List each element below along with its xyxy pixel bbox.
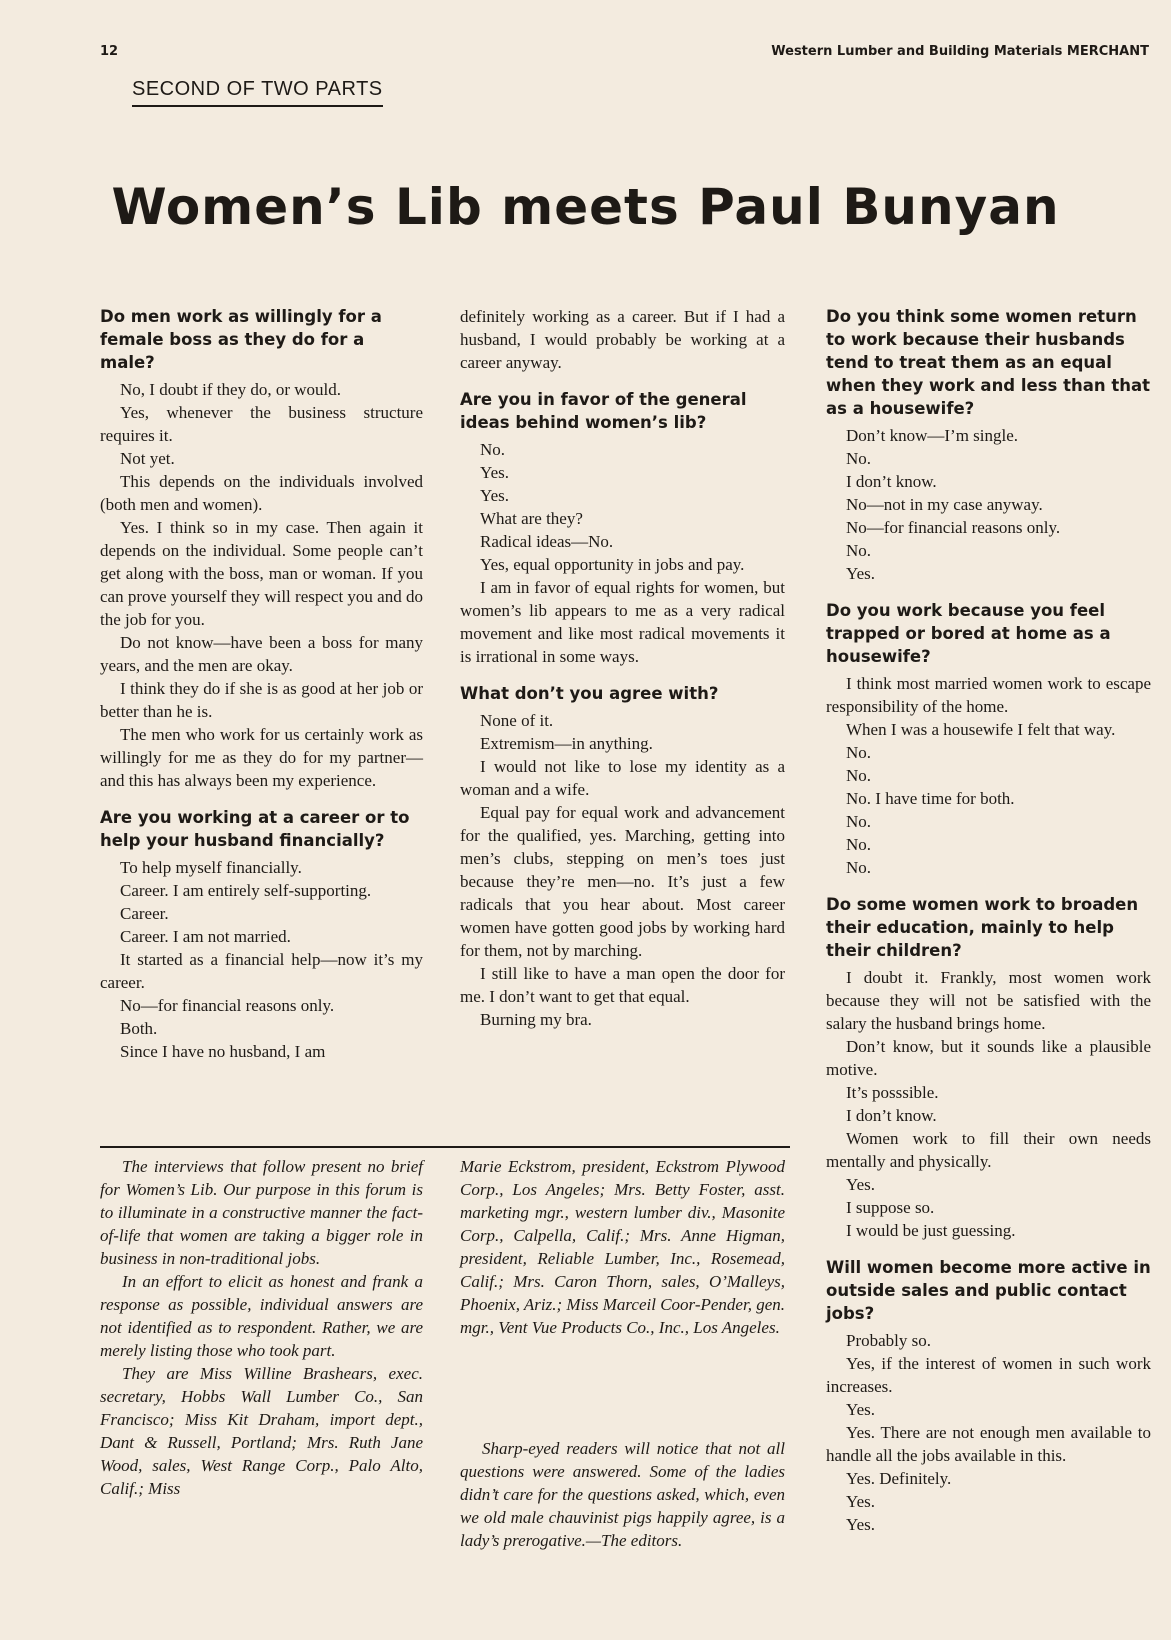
answer: Career. I am not married. (120, 927, 291, 946)
question-heading: What don’t you agree with? (460, 684, 719, 703)
column-1 (100, 305, 423, 1063)
editors-note-paragraph: Sharp-eyed readers will notice that not all questions were answered. Some of the ladies didn’t care for the questions asked, which, even we old male chauvinist pigs happily agree, is a lady’s prerogative.—The editors. (460, 1439, 785, 1550)
answer: Do not know—have been a boss for many years, and the men are okay. (100, 633, 423, 675)
intro-paragraph: In an effort to elicit as honest and frank a response as possible, individual answers are not identified as to respondent. Rather, we are merely listing those who took part. (100, 1272, 423, 1360)
section-divider (100, 1146, 790, 1148)
answer: Career. (120, 904, 169, 923)
answer: Yes. (846, 1175, 875, 1194)
column-3 (826, 305, 1151, 1536)
answer: Career. I am entirely self-supporting. (120, 881, 372, 900)
question-heading: Do you think some women return to work because their husbands tend to treat them as an equal when they work and less than that as a housewife? (826, 307, 1151, 418)
answer: No—for financial reasons only. (846, 518, 1061, 537)
answer: I would be just guessing. (846, 1221, 1016, 1240)
question-heading: Do some women work to broaden their education, mainly to help their children? (826, 895, 1139, 960)
editorial-intro-part-2 (460, 1155, 785, 1339)
answer: The men who work for us certainly work as willingly for me as they do for my partner—and this has always been my experience. (100, 725, 423, 790)
publication-title: Western Lumber and Building Materials MERCHANT (771, 44, 1149, 59)
answer: No. (846, 766, 872, 785)
answer: No, I doubt if they do, or would. (120, 380, 341, 399)
editors-note (460, 1437, 785, 1552)
headline: Women’s Lib meets Paul Bunyan (111, 178, 1060, 236)
answer: No—for financial reasons only. (120, 996, 335, 1015)
answer: I don’t know. (846, 1106, 937, 1125)
answer: I think they do if she is as good at her job or better than he is. (100, 679, 423, 721)
answer: I think most married women work to escape responsibility of the home. (826, 674, 1151, 716)
participants-paragraph-continued: Marie Eckstrom, president, Eckstrom Plywood Corp., Los Angeles; Mrs. Betty Foster, asst. marketing mgr., western lumber div., Masonite Corp., Calpella, Calif.; Mrs. Anne Higman, president, Reliable Lumber, Inc., Rosemead, Calif.; Mrs. Caron Thorn, sales, O’Malleys, Phoenix, Ariz.; Miss Marceil Coor-Pender, gen. mgr., Vent Vue Products Co., Inc., Los Angeles. (460, 1157, 785, 1337)
answer: Burning my bra. (480, 1010, 592, 1029)
answer: It’s posssible. (846, 1083, 939, 1102)
answer: Women work to fill their own needs mentally and physically. (826, 1129, 1151, 1171)
answer: No. (480, 440, 506, 459)
question-heading: Do men work as willingly for a female boss as they do for a male? (100, 307, 382, 372)
answer-continued: definitely working as a career. But if I had a husband, I would probably be working at a career anyway. (460, 307, 785, 372)
column-2 (460, 305, 785, 1031)
answer: Equal pay for equal work and advancement for the qualified, yes. Marching, getting into men’s clubs, stepping on men’s toes just because they’re men—no. It’s just a few radicals that you hear about. Most career women have gotten good jobs by working hard for them, not by marching. (460, 803, 785, 960)
answer: No. (846, 743, 872, 762)
question-heading: Do you work because you feel trapped or bored at home as a housewife? (826, 601, 1111, 666)
answer: I suppose so. (846, 1198, 935, 1217)
answer: No. (846, 858, 872, 877)
column-2-qa (460, 388, 785, 1031)
answer: Not yet. (120, 449, 175, 468)
answer: Extremism—in anything. (480, 734, 653, 753)
answer: No—not in my case anyway. (846, 495, 1043, 514)
page-number: 12 (100, 44, 119, 59)
answer: Yes. (480, 486, 509, 505)
answer: What are they? (480, 509, 583, 528)
editorial-intro-part-1 (100, 1155, 423, 1500)
answer: Probably so. (846, 1331, 931, 1350)
answer: Yes. Definitely. (846, 1469, 952, 1488)
answer: Radical ideas—No. (480, 532, 614, 551)
participants-paragraph: They are Miss Willine Brashears, exec. secretary, Hobbs Wall Lumber Co., San Francisco; Miss Kit Draham, import dept., Dant & Russell, Portland; Mrs. Ruth Jane Wood, sales, West Range Corp., Palo Alto, Calif.; Miss (100, 1364, 423, 1498)
answer: Yes, if the interest of women in such work increases. (826, 1354, 1151, 1396)
answer: I still like to have a man open the door for me. I don’t want to get that equal. (460, 964, 785, 1006)
answer: None of it. (480, 711, 554, 730)
answer: This depends on the individuals involved (both men and women). (100, 472, 423, 514)
series-tag: SECOND OF TWO PARTS (132, 78, 383, 107)
answer: Yes. (846, 564, 875, 583)
question-heading: Are you working at a career or to help your husband financially? (100, 808, 410, 850)
answer: Both. (120, 1019, 158, 1038)
answer: No. (846, 449, 872, 468)
answer: I am in favor of equal rights for women, but women’s lib appears to me as a very radical movement and like most radical movements it is irrational in some ways. (460, 578, 785, 666)
answer: Yes. (480, 463, 509, 482)
answer: I doubt it. Frankly, most women work because they will not be satisfied with the salary the husband brings home. (826, 968, 1151, 1033)
answer: Since I have no husband, I am (120, 1042, 326, 1061)
answer: To help myself financially. (120, 858, 302, 877)
answer: Yes, whenever the business structure requires it. (100, 403, 423, 445)
answer: No. I have time for both. (846, 789, 1015, 808)
answer: No. (846, 812, 872, 831)
answer: I don’t know. (846, 472, 937, 491)
answer: Yes. (846, 1515, 875, 1534)
answer: Yes. (846, 1492, 875, 1511)
intro-paragraph: The interviews that follow present no brief for Women’s Lib. Our purpose in this forum is to illuminate in a constructive manner the fact-of-life that women are taking a bigger role in business in non-traditional jobs. (100, 1157, 423, 1268)
answer: I would not like to lose my identity as a woman and a wife. (460, 757, 785, 799)
answer: When I was a housewife I felt that way. (846, 720, 1116, 739)
answer: Don’t know—I’m single. (846, 426, 1019, 445)
answer: No. (846, 541, 872, 560)
answer: Yes. (846, 1400, 875, 1419)
question-heading: Are you in favor of the general ideas behind women’s lib? (460, 390, 747, 432)
answer: Yes, equal opportunity in jobs and pay. (480, 555, 745, 574)
answer: Don’t know, but it sounds like a plausible motive. (826, 1037, 1151, 1079)
question-heading: Will women become more active in outside sales and public contact jobs? (826, 1258, 1151, 1323)
answer: Yes. I think so in my case. Then again it depends on the individual. Some people can’t get along with the boss, man or woman. If you can prove yourself they will respect you and do the job for you. (100, 518, 423, 629)
answer: No. (846, 835, 872, 854)
answer: It started as a financial help—now it’s my career. (100, 950, 423, 992)
answer: Yes. There are not enough men available to handle all the jobs available in this. (826, 1423, 1151, 1465)
